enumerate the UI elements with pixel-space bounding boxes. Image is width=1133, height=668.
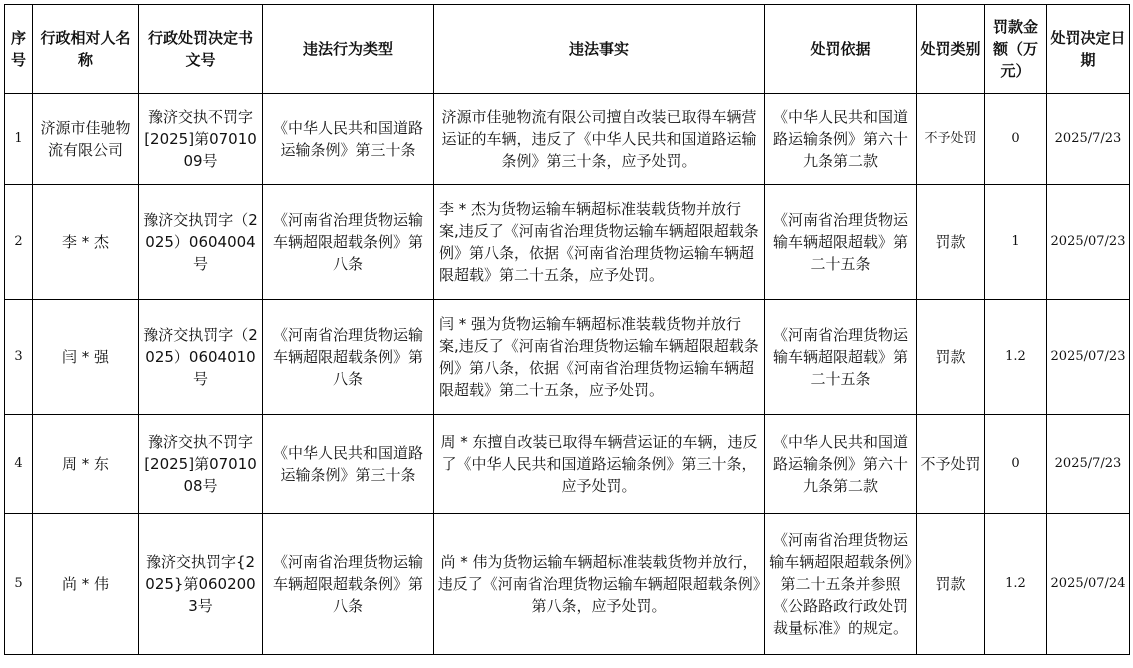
cell-doc: 豫济交执罚字（2025）0604010号 [139,300,263,415]
header-basis: 处罚依据 [765,5,917,94]
cell-fact: 闫 * 强为货物运输车辆超标准装载货物并放行案,违反了《河南省治理货物运输车辆超限超载条例》第八条，依据《河南省治理货物运输车辆超限超载》第二十五条，应予处罚。 [434,300,765,415]
cell-type: 《中华人民共和国道路运输条例》第三十条 [263,94,434,185]
cell-basis: 《中华人民共和国道路运输条例》第六十九条第二款 [765,94,917,185]
cell-basis: 《河南省治理货物运输车辆超限超载》第二十五条 [765,185,917,300]
cell-party: 周 * 东 [33,415,139,514]
header-party: 行政相对人名称 [33,5,139,94]
cell-fact: 李 * 杰为货物运输车辆超标准装载货物并放行案,违反了《河南省治理货物运输车辆超限超载条例》第八条，依据《河南省治理货物运输车辆超限超载》第二十五条，应予处罚。 [434,185,765,300]
cell-amount: 0 [985,415,1047,514]
cell-fact: 尚 * 伟为货物运输车辆超标准装载货物并放行，违反了《河南省治理货物运输车辆超限超载条例》第八条，应予处罚。 [434,514,765,655]
cell-party: 闫 * 强 [33,300,139,415]
header-amount: 罚款金额（万元） [985,5,1047,94]
cell-amount: 0 [985,94,1047,185]
cell-fact: 济源市佳驰物流有限公司擅自改装已取得车辆营运证的车辆，违反了《中华人民共和国道路运输条例》第三十条，应予处罚。 [434,94,765,185]
header-fact: 违法事实 [434,5,765,94]
cell-basis: 《河南省治理货物运输车辆超限超载》第二十五条 [765,300,917,415]
cell-doc: 豫济交执罚字{2025}第0602003号 [139,514,263,655]
cell-date: 2025/07/23 [1047,300,1130,415]
cell-no: 3 [5,300,33,415]
header-no: 序号 [5,5,33,94]
table-row [5,415,1130,514]
cell-date: 2025/07/23 [1047,185,1130,300]
header-type: 违法行为类型 [263,5,434,94]
cell-date: 2025/7/23 [1047,415,1130,514]
cell-date: 2025/7/23 [1047,94,1130,185]
header-row [5,5,1130,94]
cell-doc: 豫济交执不罚字[2025]第0701008号 [139,415,263,514]
cell-party: 尚 * 伟 [33,514,139,655]
table-row [5,514,1130,655]
cell-category: 不予处罚 [917,415,985,514]
cell-basis: 《中华人民共和国道路运输条例》第六十九条第二款 [765,415,917,514]
header-date: 处罚决定日期 [1047,5,1130,94]
table-row [5,94,1130,185]
table-row [5,300,1130,415]
cell-amount: 1.2 [985,514,1047,655]
cell-type: 《河南省治理货物运输车辆超限超载条例》第八条 [263,300,434,415]
header-category: 处罚类别 [917,5,985,94]
cell-doc: 豫济交执不罚字[2025]第0701009号 [139,94,263,185]
cell-type: 《中华人民共和国道路运输条例》第三十条 [263,415,434,514]
cell-no: 1 [5,94,33,185]
cell-no: 2 [5,185,33,300]
penalty-table [4,4,1130,655]
cell-category: 不予处罚 [917,94,985,185]
cell-category: 罚款 [917,300,985,415]
cell-doc: 豫济交执罚字（2025）0604004号 [139,185,263,300]
cell-fact: 周 * 东擅自改装已取得车辆营运证的车辆，违反了《中华人民共和国道路运输条例》第三十条，应予处罚。 [434,415,765,514]
cell-category: 罚款 [917,514,985,655]
cell-party: 济源市佳驰物流有限公司 [33,94,139,185]
cell-no: 4 [5,415,33,514]
table-row [5,185,1130,300]
cell-party: 李 * 杰 [33,185,139,300]
cell-date: 2025/07/24 [1047,514,1130,655]
cell-no: 5 [5,514,33,655]
cell-type: 《河南省治理货物运输车辆超限超载条例》第八条 [263,514,434,655]
cell-amount: 1.2 [985,300,1047,415]
cell-basis: 《河南省治理货物运输车辆超限超载条例》第二十五条并参照《公路路政行政处罚裁量标准》的规定。 [765,514,917,655]
header-doc: 行政处罚决定书文号 [139,5,263,94]
cell-category: 罚款 [917,185,985,300]
cell-amount: 1 [985,185,1047,300]
cell-type: 《河南省治理货物运输车辆超限超载条例》第八条 [263,185,434,300]
